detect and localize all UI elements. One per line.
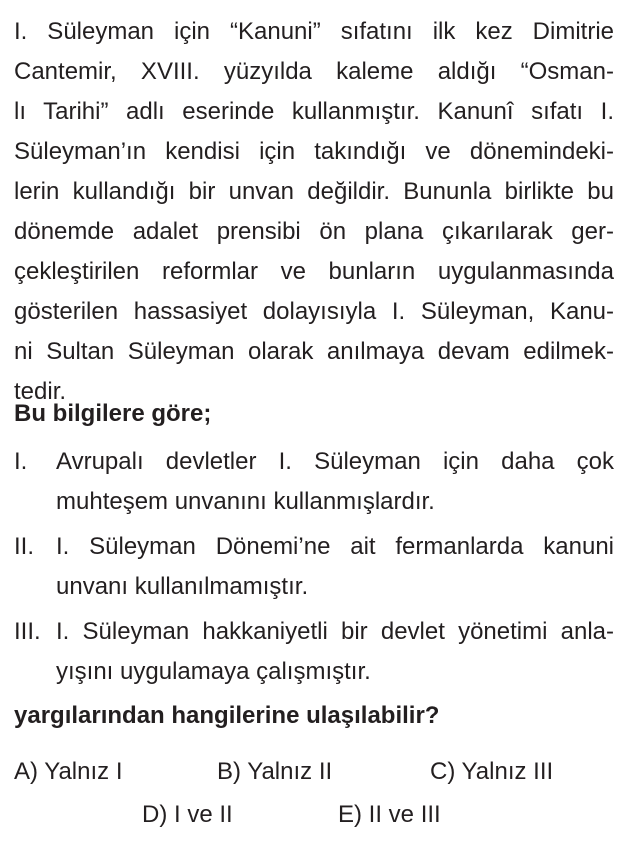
passage-line: lı Tarihi” adlı eserinde kullanmıştır. Kanunî sıfatı I. xyxy=(14,98,614,125)
passage-line: Süleyman’ın kendisi için takındığı ve dönemindeki- xyxy=(14,138,614,165)
statement-line: Avrupalı devletler I. Süleyman için daha çok xyxy=(56,448,614,475)
answer-option-c[interactable]: C) Yalnız III xyxy=(430,758,554,785)
statement-line: I. Süleyman hakkaniyetli bir devlet yönetimi anla- xyxy=(56,618,614,645)
passage-line: gösterilen hassasiyet dolayısıyla I. Süleyman, Kanu- xyxy=(14,298,614,325)
passage-line: dönemde adalet prensibi ön plana çıkarılarak ger- xyxy=(14,218,614,245)
passage xyxy=(14,12,614,412)
passage-line: lerin kullandığı bir unvan değildir. Bununla birlikte bu xyxy=(14,178,614,205)
statement-numeral: I. xyxy=(14,448,28,475)
question-stem: yargılarından hangilerine ulaşılabilir? xyxy=(14,702,440,729)
passage-line: Cantemir, XVIII. yüzyılda kaleme aldığı “Osman- xyxy=(14,58,614,85)
passage-line: çekleştirilen reformlar ve bunların uygulanmasında xyxy=(14,258,614,285)
statement-i xyxy=(14,442,614,522)
statement-ii xyxy=(14,527,614,607)
statement-numeral: II. xyxy=(14,533,35,560)
passage-line: I. Süleyman için “Kanuni” sıfatını ilk kez Dimitrie xyxy=(14,18,614,45)
statement-iii xyxy=(14,612,614,692)
statement-line: I. Süleyman Dönemi’ne ait fermanlarda kanuni xyxy=(56,533,614,560)
answer-option-e[interactable]: E) II ve III xyxy=(338,801,441,828)
question-prompt: Bu bilgilere göre; xyxy=(14,400,212,427)
answer-option-b[interactable]: B) Yalnız II xyxy=(217,758,333,785)
statement-line: muhteşem unvanını kullanmışlardır. xyxy=(56,488,435,515)
statement-line: yışını uygulamaya çalışmıştır. xyxy=(56,658,371,685)
statement-list xyxy=(14,442,614,697)
statement-numeral: III. xyxy=(14,618,41,645)
statement-line: unvanı kullanılmamıştır. xyxy=(56,573,309,600)
answer-option-a[interactable]: A) Yalnız I xyxy=(14,758,123,785)
passage-line: ni Sultan Süleyman olarak anılmaya devam edilmek- xyxy=(14,338,614,365)
answer-option-d[interactable]: D) I ve II xyxy=(142,801,233,828)
passage-line: tedir. xyxy=(14,378,67,405)
